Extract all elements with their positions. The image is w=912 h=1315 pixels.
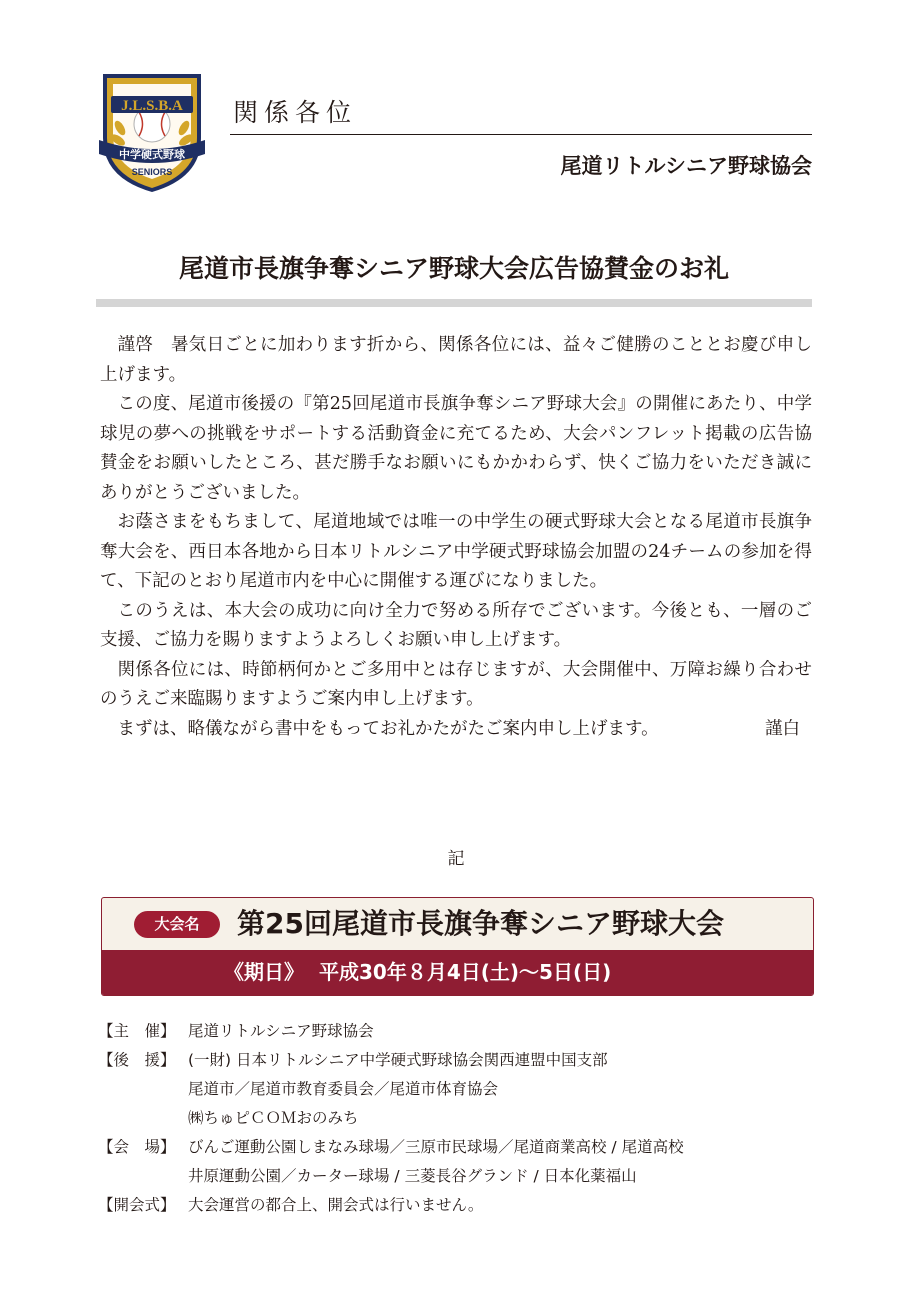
title-divider (96, 299, 812, 307)
body-paragraph: この度、尾道市後援の『第25回尾道市長旗争奪シニア野球大会』の開催にあたり、中学球児の夢への挑戦をサポートする活動資金に充てるため、大会パンフレット掲載の広告協賛金をお願いしたところ、甚だ勝手なお願いにもかかわらず、快くご協力をいただき誠にありがとうございました。 (100, 394, 812, 503)
event-date: 平成30年８月4日(土)～5日(日) (319, 960, 612, 984)
detail-value: ㈱ちゅピＣＯＭおのみち (188, 1109, 359, 1127)
detail-value: (一財) 日本リトルシニア中学硬式野球協会関西連盟中国支部 (188, 1051, 608, 1069)
closing-text: まずは、略儀ながら書中をもってお礼かたがたご案内申し上げます。 (117, 718, 659, 739)
detail-value: 大会運営の都合上、開会式は行いません。 (188, 1196, 484, 1214)
detail-value: 井原運動公園／カーター球場 / 三菱長谷グランド / 日本化薬福山 (188, 1167, 637, 1185)
logo-banner-text: 中学硬式野球 (119, 148, 185, 161)
logo-seniors-text: SENIORS (131, 167, 173, 177)
event-name-row (102, 898, 813, 950)
logo-letters: J.L.S.B.A (121, 98, 183, 114)
detail-value: びんご運動公園しまなみ球場／三原市民球場／尾道商業高校 / 尾道高校 (188, 1138, 684, 1156)
detail-row-support (98, 1046, 812, 1133)
closing-word: 謹白 (765, 718, 800, 739)
event-date-label: 《期日》 (224, 960, 304, 984)
event-details (98, 1017, 812, 1220)
addressee-underline (230, 134, 812, 135)
addressee: 関係各位 (233, 98, 358, 127)
sender-name: 尾道リトルシニア野球協会 (560, 154, 812, 178)
detail-label: 【後 援】 (98, 1051, 176, 1069)
detail-row-host (98, 1017, 812, 1046)
document-title: 尾道市長旗争奪シニア野球大会広告協賛金のお礼 (178, 254, 729, 283)
body-paragraph: このうえは、本大会の成功に向け全力で努める所存でございます。今後とも、一層のご支援、ご協力を賜りますようよろしくお願い申し上げます。 (100, 600, 812, 650)
event-name-badge: 大会名 (134, 911, 220, 938)
body-paragraph: 関係各位には、時節柄何かとご多用中とは存じますが、大会開催中、万障お繰り合わせのうえご来臨賜りますようご案内申し上げます。 (100, 659, 812, 709)
letter-body (100, 331, 812, 744)
closing-paragraph (100, 715, 812, 745)
detail-value: 尾道市／尾道市教育委員会／尾道市体育協会 (188, 1080, 499, 1098)
detail-row-venue (98, 1133, 812, 1191)
event-box (101, 897, 814, 996)
ki-heading: 記 (447, 849, 465, 869)
detail-value: 尾道リトルシニア野球協会 (188, 1022, 374, 1040)
event-name: 第25回尾道市長旗争奪シニア野球大会 (237, 907, 724, 940)
jlsba-seniors-logo (93, 66, 211, 192)
detail-row-opening (98, 1191, 812, 1220)
detail-label: 【主 催】 (98, 1022, 176, 1040)
body-paragraph: お蔭さまをもちまして、尾道地域では唯一の中学生の硬式野球大会となる尾道市長旗争奪大会を、西日本各地から日本リトルシニア中学硬式野球協会加盟の24チームの参加を得て、下記のとおり尾道市内を中心に開催する運びになりました。 (100, 512, 812, 591)
detail-label: 【開会式】 (98, 1196, 176, 1214)
detail-label: 【会 場】 (98, 1138, 176, 1156)
body-paragraph: 謹啓 暑気日ごとに加わります折から、関係各位には、益々ご健勝のこととお慶び申し上げます。 (100, 335, 812, 385)
event-date-row (102, 950, 813, 995)
